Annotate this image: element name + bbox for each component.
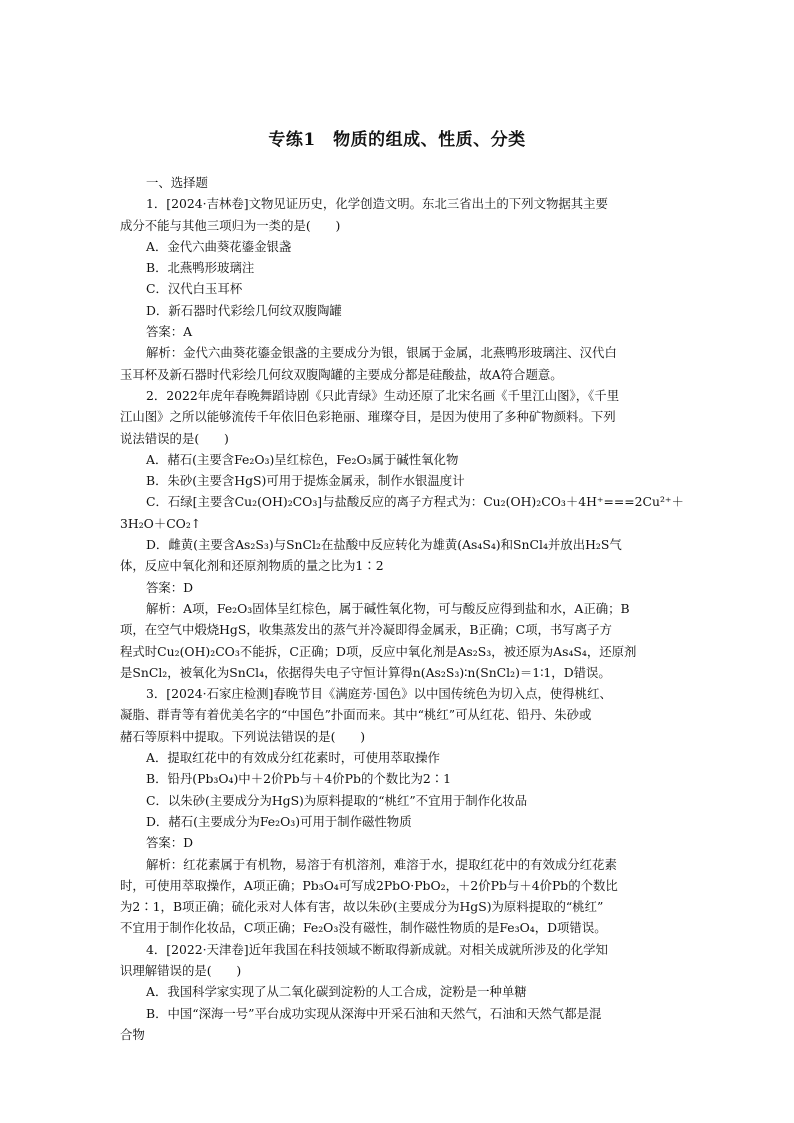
text-line: 解析：金代六曲葵花鎏金银盏的主要成分为银，银属于金属，北燕鸭形玻璃注、汉代白 <box>146 345 617 361</box>
text-line: 是SnCl₂，被氧化为SnCl₄，依据得失电子守恒计算得n(As₂S₃)∶n(SnCl₂)＝1∶1，D错误。 <box>120 664 611 680</box>
text-line: D．新石器时代彩绘几何纹双腹陶罐 <box>146 302 342 318</box>
text-line: 不宜用于制作化妆品，C项正确；Fe₂O₃没有磁性，制作磁性物质的是Fe₃O₄，D项错误。 <box>120 920 607 936</box>
text-line: 说法错误的是( ) <box>120 430 229 446</box>
page-title: 专练1 物质的组成、性质、分类 <box>268 130 526 150</box>
text-line: 程式时Cu₂(OH)₂CO₃不能拆，C正确；D项，反应中氧化剂是As₂S₃，被还原为As₄S₄，还原剂 <box>120 643 637 659</box>
text-line: 识理解错误的是( ) <box>120 962 242 978</box>
text-line: 体，反应中氧化剂和还原剂物质的量之比为1∶2 <box>120 558 384 574</box>
text-line: B．铅丹(Pb₃O₄)中＋2价Pb与＋4价Pb的个数比为2∶1 <box>146 771 452 787</box>
text-line: 3H₂O＋CO₂↑ <box>120 515 202 531</box>
text-line: 时，可使用萃取操作，A项正确；Pb₃O₄可写成2PbO·PbO₂，＋2价Pb与＋4价Pb的个数比 <box>120 877 618 893</box>
text-line: C．石绿[主要含Cu₂(OH)₂CO₃]与盐酸反应的离子方程式为：Cu₂(OH)₂CO₃＋4H⁺===2Cu²⁺＋ <box>146 494 684 510</box>
text-line: 玉耳杯及新石器时代彩绘几何纹双腹陶罐的主要成分都是硅酸盐，故A符合题意。 <box>120 366 563 382</box>
text-line: 3．[2024·石家庄检测]春晚节目《满庭芳·国色》以中国传统色为切入点，使得桃红、 <box>146 686 612 702</box>
text-line: A．提取红花中的有效成分红花素时，可使用萃取操作 <box>146 750 440 766</box>
text-line: 为2∶1，B项正确；硫化汞对人体有害，故以朱砂(主要成分为HgS)为原料提取的“桃红” <box>120 899 604 915</box>
text-line: C．以朱砂(主要成分为HgS)为原料提取的“桃红”不宜用于制作化妆品 <box>146 792 528 808</box>
text-line: 答案：D <box>146 579 194 595</box>
text-line: A．赭石(主要含Fe₂O₃)呈红棕色，Fe₂O₃属于碱性氧化物 <box>146 451 459 467</box>
text-line: 答案：D <box>146 835 194 851</box>
text-line: 一、选择题 <box>146 175 208 190</box>
text-line: 合物 <box>120 1026 145 1042</box>
text-line: 1．[2024·吉林卷]文物见证历史，化学创造文明。东北三省出土的下列文物据其主要 <box>146 196 608 212</box>
text-line: 4．[2022·天津卷]近年我国在科技领域不断取得新成就。对相关成就所涉及的化学知 <box>146 941 608 957</box>
text-line: 解析：A项，Fe₂O₃固体呈红棕色，属于碱性氧化物，可与酸反应得到盐和水，A正确；B <box>146 600 630 616</box>
text-line: 项，在空气中煅烧HgS，收集蒸发出的蒸气并冷凝即得金属汞，B正确；C项，书写离子方 <box>120 622 612 638</box>
text-line: B．中国“深海一号”平台成功实现从深海中开采石油和天然气，石油和天然气都是混 <box>146 1005 602 1021</box>
text-line: 江山图》之所以能够流传千年依旧色彩艳丽、璀璨夺目，是因为使用了多种矿物颜料。下列 <box>120 409 616 425</box>
text-line: 答案：A <box>146 324 193 340</box>
text-line: D．雌黄(主要含As₂S₃)与SnCl₂在盐酸中反应转化为雄黄(As₄S₄)和SnCl₄并放出H₂S气 <box>146 537 622 553</box>
text-line: 解析：红花素属于有机物，易溶于有机溶剂，难溶于水，提取红花中的有效成分红花素 <box>146 856 617 872</box>
text-line: 成分不能与其他三项归为一类的是( ) <box>120 217 341 233</box>
text-line: A．我国科学家实现了从二氧化碳到淀粉的人工合成，淀粉是一种单糖 <box>146 984 527 1000</box>
text-line: 赭石等原料中提取。下列说法错误的是( ) <box>120 728 366 744</box>
text-line: C．汉代白玉耳杯 <box>146 281 243 297</box>
text-line: B．北燕鸭形玻璃注 <box>146 260 255 276</box>
text-line: D．赭石(主要成分为Fe₂O₃)可用于制作磁性物质 <box>146 813 412 829</box>
text-line: A．金代六曲葵花鎏金银盏 <box>146 238 292 254</box>
document-body <box>120 172 684 1045</box>
text-line: 凝脂、群青等有着优美名字的“中国色”扑面而来。其中“桃红”可从红花、铅丹、朱砂或 <box>120 707 592 723</box>
text-line: B．朱砂(主要含HgS)可用于提炼金属汞，制作水银温度计 <box>146 473 465 489</box>
text-line: 2．2022年虎年春晚舞蹈诗剧《只此青绿》生动还原了北宋名画《千里江山图》，《千里 <box>146 387 620 403</box>
